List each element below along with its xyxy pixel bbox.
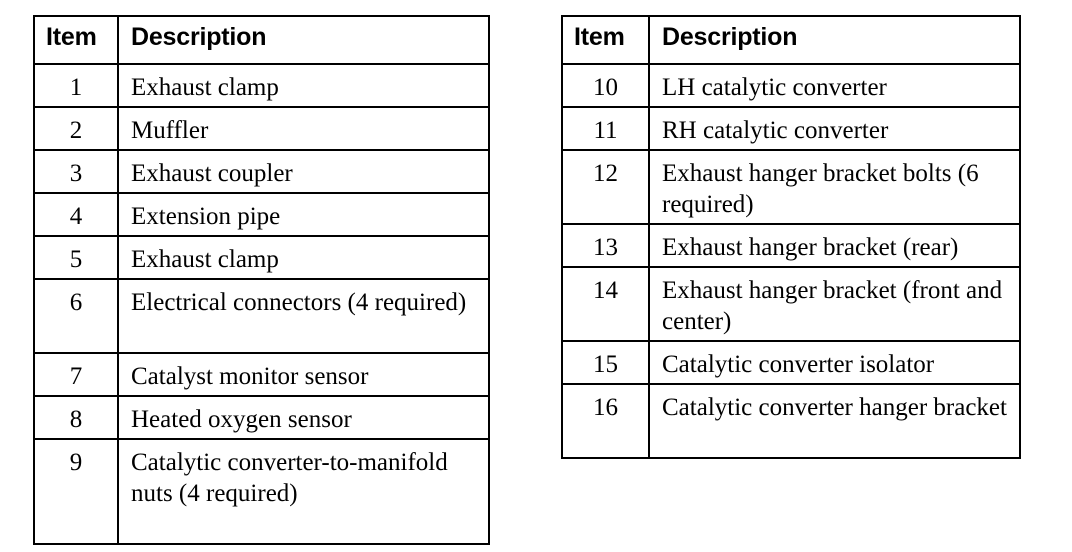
table-header-row: [562, 16, 1020, 64]
item-number: 15: [562, 341, 649, 384]
item-column-header: Item: [562, 16, 649, 64]
item-description: Extension pipe: [118, 193, 489, 236]
description-column-header: Description: [118, 16, 489, 64]
item-description: RH catalytic converter: [649, 107, 1020, 150]
description-column-header: Description: [649, 16, 1020, 64]
table-row: [562, 384, 1020, 458]
item-number: 4: [34, 193, 118, 236]
item-description: Catalyst monitor sensor: [118, 353, 489, 396]
table-row: [34, 353, 489, 396]
item-description: Catalytic converter hanger bracket: [649, 384, 1020, 458]
item-description: Exhaust coupler: [118, 150, 489, 193]
item-number: 7: [34, 353, 118, 396]
table-row: [562, 267, 1020, 341]
item-number: 6: [34, 279, 118, 353]
item-description: Catalytic converter isolator: [649, 341, 1020, 384]
item-number: 3: [34, 150, 118, 193]
item-number: 11: [562, 107, 649, 150]
item-number: 8: [34, 396, 118, 439]
item-description: Electrical connectors (4 required): [118, 279, 489, 353]
item-description: Exhaust clamp: [118, 64, 489, 107]
item-description: Catalytic converter-to-manifold nuts (4 required): [118, 439, 489, 544]
item-description: Exhaust hanger bracket bolts (6 required): [649, 150, 1020, 224]
legend-table-left: [33, 15, 490, 545]
item-number: 5: [34, 236, 118, 279]
item-column-header: Item: [34, 16, 118, 64]
item-number: 1: [34, 64, 118, 107]
item-description: Muffler: [118, 107, 489, 150]
item-description: Exhaust hanger bracket (front and center): [649, 267, 1020, 341]
table-row: [34, 439, 489, 544]
item-number: 13: [562, 224, 649, 267]
item-number: 16: [562, 384, 649, 458]
table-row: [562, 341, 1020, 384]
table-row: [34, 396, 489, 439]
table-row: [562, 107, 1020, 150]
item-description: Heated oxygen sensor: [118, 396, 489, 439]
table-row: [34, 193, 489, 236]
item-description: LH catalytic converter: [649, 64, 1020, 107]
item-description: Exhaust hanger bracket (rear): [649, 224, 1020, 267]
item-number: 14: [562, 267, 649, 341]
table-row: [562, 224, 1020, 267]
table-row: [34, 279, 489, 353]
item-description: Exhaust clamp: [118, 236, 489, 279]
table-header-row: [34, 16, 489, 64]
legend-table-right: [561, 15, 1021, 459]
table-row: [34, 64, 489, 107]
table-row: [34, 150, 489, 193]
item-number: 9: [34, 439, 118, 544]
item-number: 10: [562, 64, 649, 107]
item-number: 2: [34, 107, 118, 150]
table-row: [562, 64, 1020, 107]
table-row: [34, 236, 489, 279]
item-number: 12: [562, 150, 649, 224]
table-row: [34, 107, 489, 150]
table-row: [562, 150, 1020, 224]
